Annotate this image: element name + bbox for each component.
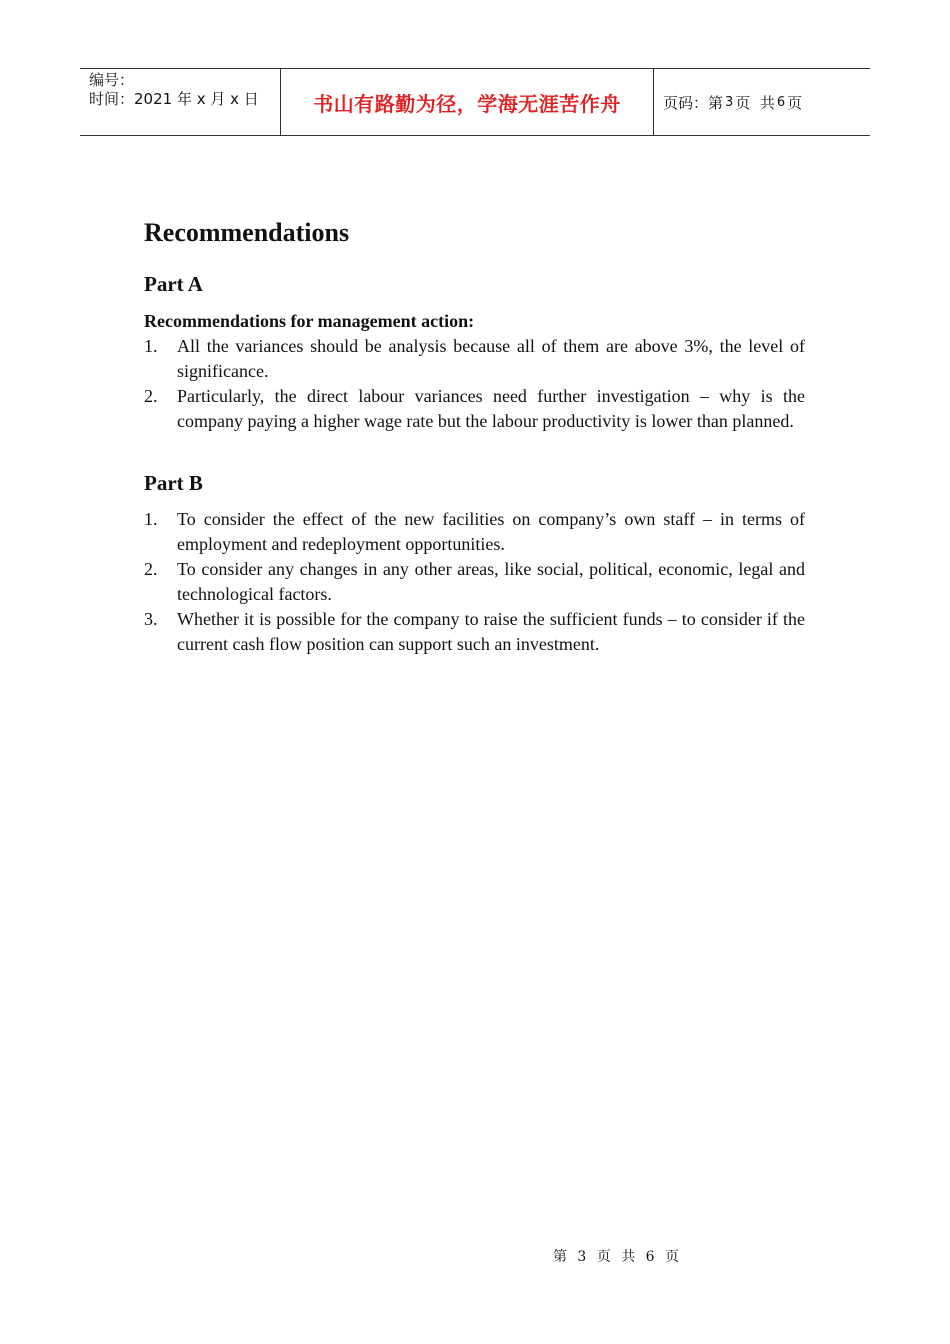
list-item-text: Particularly, the direct labour variances need further investigation – why is the company paying a higher wage rate but the labour productivity is lower than planned. <box>177 386 805 431</box>
document-body <box>144 214 805 657</box>
page-current: 3 <box>725 94 734 110</box>
part-a-list <box>144 334 805 434</box>
list-item <box>144 607 805 657</box>
list-item-number: 2. <box>144 559 158 579</box>
part-b-heading: Part B <box>144 471 203 495</box>
list-item <box>144 507 805 557</box>
list-item-number: 1. <box>144 336 158 356</box>
list-item-text: Whether it is possible for the company to raise the sufficient funds – to consider if the current cash flow position can support such an investment. <box>177 609 805 654</box>
header-page-cell <box>654 69 870 135</box>
page-header <box>80 68 870 136</box>
header-motto-cell <box>281 69 654 135</box>
list-item-number: 3. <box>144 609 158 629</box>
page-mid: 页 共 <box>735 93 775 112</box>
list-item-text: All the variances should be analysis because all of them are above 3%, the level of significance. <box>177 336 805 381</box>
part-a-subheading: Recommendations for management action: <box>144 311 475 331</box>
page-prefix: 页码：第 <box>663 93 724 112</box>
code-label: 编号： <box>89 71 135 89</box>
page-footer: 第 3 页 共 6 页 <box>552 1249 683 1265</box>
header-motto: 书山有路勤为径，学海无涯苦作舟 <box>313 91 621 116</box>
part-a-heading: Part A <box>144 272 203 296</box>
page-suffix: 页 <box>787 93 803 112</box>
part-b-list <box>144 507 805 657</box>
list-item-number: 1. <box>144 509 158 529</box>
time-label: 时间：2021 年 x 月 x 日 <box>89 90 259 108</box>
page-total: 6 <box>776 94 786 110</box>
list-item <box>144 557 805 607</box>
list-item <box>144 334 805 384</box>
header-meta-cell <box>80 69 281 135</box>
list-item <box>144 384 805 434</box>
list-item-text: To consider any changes in any other areas, like social, political, economic, legal and technological factors. <box>177 559 805 604</box>
list-item-text: To consider the effect of the new facilities on company’s own staff – in terms of employment and redeployment opportunities. <box>177 509 805 554</box>
list-item-number: 2. <box>144 386 158 406</box>
document-title: Recommendations <box>144 218 350 247</box>
